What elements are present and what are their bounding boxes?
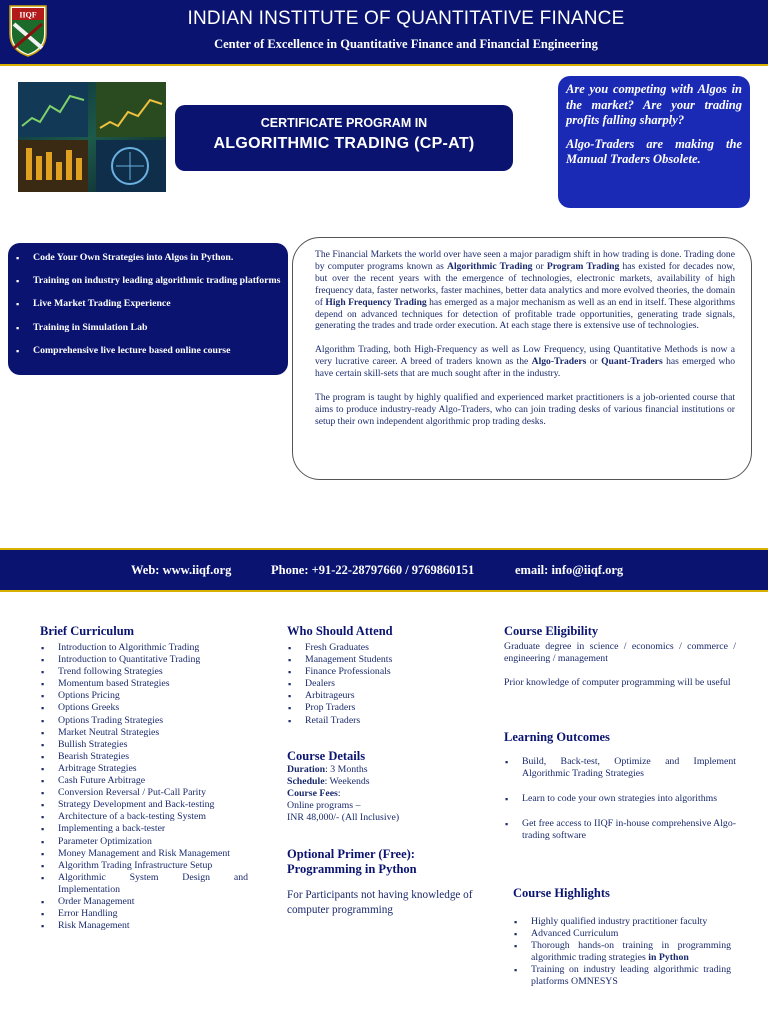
intro-paragraph-2: Algorithm Trading, both High-Frequency as well as Low Frequency, using Quantitative Methods is now a very lucrative career. A breed of traders known as the Algo-Traders or Quant-Traders has emerged who have certain skill-sets that are much sought after in the industry. (315, 344, 736, 380)
eligibility-section (504, 624, 736, 689)
program-label: CERTIFICATE PROGRAM IN (260, 116, 428, 130)
institute-title: INDIAN INSTITUTE OF QUANTITATIVE FINANCE (187, 8, 625, 29)
iiqf-logo (8, 4, 48, 58)
eligibility-heading: Course Eligibility (504, 624, 599, 638)
course-details-heading: Course Details (287, 749, 366, 763)
list-item: ▪ Management Students (287, 654, 477, 666)
list-item: ▪ Options Greeks (40, 702, 248, 714)
list-item: ▪ Advanced Curriculum (513, 928, 731, 940)
curriculum-section (40, 624, 248, 932)
list-item: ▪ Conversion Reversal / Put-Call Parity (40, 787, 248, 799)
list-item: ▪ Options Pricing (40, 690, 248, 702)
list-item: ▪ Training on industry leading algorithmic trading platforms (16, 275, 282, 287)
list-item: ▪ Dealers (287, 678, 477, 690)
curriculum-heading: Brief Curriculum (40, 624, 135, 638)
list-item: ▪ Live Market Trading Experience (16, 298, 282, 310)
intro-paragraph-1: The Financial Markets the world over have seen a major paradigm shift in how trading is done. Trading done by computer programs known as Algorithmic Trading or Program Trading has existed for decades now, but over the recent years with the emergence of technologies, electronic markets, availability of high frequency data, faster networks, faster machines, better data analytics and more evolved theories, the domain of High Frequency Trading has emerged as a major mechanism as well as an end in itself. These algorithms depend on advanced techniques for detection of profitable trade opportunities, generating trade signals, generating the trades and trade order execution. At each stage there is extensive use of technologies. (315, 249, 735, 332)
obsolete-text: Algo-Traders are making the Manual Traders Obsolete. (566, 136, 742, 166)
curriculum-list (40, 642, 248, 932)
institute-subtitle: Center of Excellence in Quantitative Finance and Financial Engineering (214, 37, 598, 51)
intro-text-box (292, 237, 752, 480)
list-item: ▪ Introduction to Quantitative Trading (40, 654, 248, 666)
logo-text: IIQF (19, 10, 37, 20)
list-item: ▪ Market Neutral Strategies (40, 727, 248, 739)
list-item: ▪ Momentum based Strategies (40, 678, 248, 690)
attend-section (287, 624, 477, 727)
list-item: ▪ Build, Back-test, Optimize and Implement Algorithmic Trading Strategies (504, 756, 736, 780)
list-item: ▪ Arbitrage Strategies (40, 763, 248, 775)
fees-row: Course Fees: (287, 788, 341, 800)
list-item: ▪ Implementing a back-tester (40, 823, 248, 835)
list-item: ▪ Training on industry leading algorithmic trading platforms OMNESYS (513, 964, 731, 988)
attend-list (287, 642, 477, 727)
phone-number: Phone: +91-22-28797660 / 9769860151 (271, 563, 475, 577)
list-item: ▪ Comprehensive live lecture based online course (16, 345, 282, 357)
list-item: ▪ Learn to code your own strategies into algorithms (504, 793, 736, 805)
question-callout (558, 76, 750, 208)
email-link[interactable]: email: info@iiqf.org (515, 563, 624, 577)
list-item: ▪ Architecture of a back-testing System (40, 811, 248, 823)
list-item: ▪ Retail Traders (287, 715, 477, 727)
highlights-list (513, 916, 731, 989)
list-item: ▪ Algorithmic System Design and Implementation (40, 872, 248, 896)
list-item: ▪ Bullish Strategies (40, 739, 248, 751)
list-item: ▪ Trend following Strategies (40, 666, 248, 678)
eligibility-degree: Graduate degree in science / economics / commerce / engineering / management (504, 641, 736, 665)
list-item: ▪ Strategy Development and Back-testing (40, 799, 248, 811)
list-item: ▪ Bearish Strategies (40, 751, 248, 763)
trading-hero-image (18, 82, 166, 192)
question-text: Are you competing with Algos in the market? Are your trading profits falling sharply? (566, 82, 742, 127)
list-item: ▪ Order Management (40, 896, 248, 908)
course-details (287, 764, 477, 824)
outcomes-heading: Learning Outcomes (504, 730, 610, 744)
list-item: ▪ Fresh Graduates (287, 642, 477, 654)
list-item: ▪ Algorithm Trading Infrastructure Setup (40, 860, 248, 872)
list-item: ▪ Get free access to IIQF in-house comprehensive Algo-trading software (504, 818, 736, 842)
website-link[interactable]: Web: www.iiqf.org (131, 563, 232, 577)
list-item: ▪ Code Your Own Strategies into Algos in Python. (16, 252, 282, 264)
program-title-box (175, 105, 513, 171)
list-item: ▪ Money Management and Risk Management (40, 848, 248, 860)
eligibility-programming: Prior knowledge of computer programming will be useful (504, 677, 731, 689)
list-item: ▪ Options Trading Strategies (40, 715, 248, 727)
list-item: ▪ Thorough hands-on training in programming algorithmic trading strategies in Python (513, 940, 731, 964)
outcomes-list (504, 756, 736, 855)
list-item: ▪ Arbitrageurs (287, 690, 477, 702)
program-name: ALGORITHMIC TRADING (CP-AT) (213, 135, 475, 152)
highlights-heading: Course Highlights (513, 886, 610, 900)
intro-paragraph-3: The program is taught by highly qualified and experienced market practitioners is a job-oriented course that aims to produce industry-ready Algo-Traders, who can join trading desks of various financial institutions or setup their own independent algorithmic prop trading desks. (315, 392, 735, 427)
list-item: ▪ Error Handling (40, 908, 248, 920)
list-item: ▪ Cash Future Arbitrage (40, 775, 248, 787)
list-item: ▪ Prop Traders (287, 702, 477, 714)
schedule-row: Schedule: Weekends (287, 776, 370, 788)
list-item: ▪ Introduction to Algorithmic Trading (40, 642, 248, 654)
features-box (8, 243, 288, 375)
course-price: INR 48,000/- (All Inclusive) (287, 812, 400, 824)
contact-bar (0, 548, 768, 592)
duration-row: Duration: 3 Months (287, 764, 368, 775)
list-item: ▪ Training in Simulation Lab (16, 322, 282, 334)
list-item: ▪ Highly qualified industry practitioner faculty (513, 916, 731, 928)
features-list (16, 252, 282, 357)
header-banner (0, 0, 768, 66)
list-item: ▪ Risk Management (40, 920, 248, 932)
primer-heading: Optional Primer (Free): Programming in Python (287, 847, 417, 876)
primer-text: For Participants not having knowledge of computer programming (287, 889, 473, 916)
list-item: ▪ Parameter Optimization (40, 836, 248, 848)
attend-heading: Who Should Attend (287, 624, 393, 638)
list-item: ▪ Finance Professionals (287, 666, 477, 678)
online-programs: Online programs – (287, 800, 361, 812)
